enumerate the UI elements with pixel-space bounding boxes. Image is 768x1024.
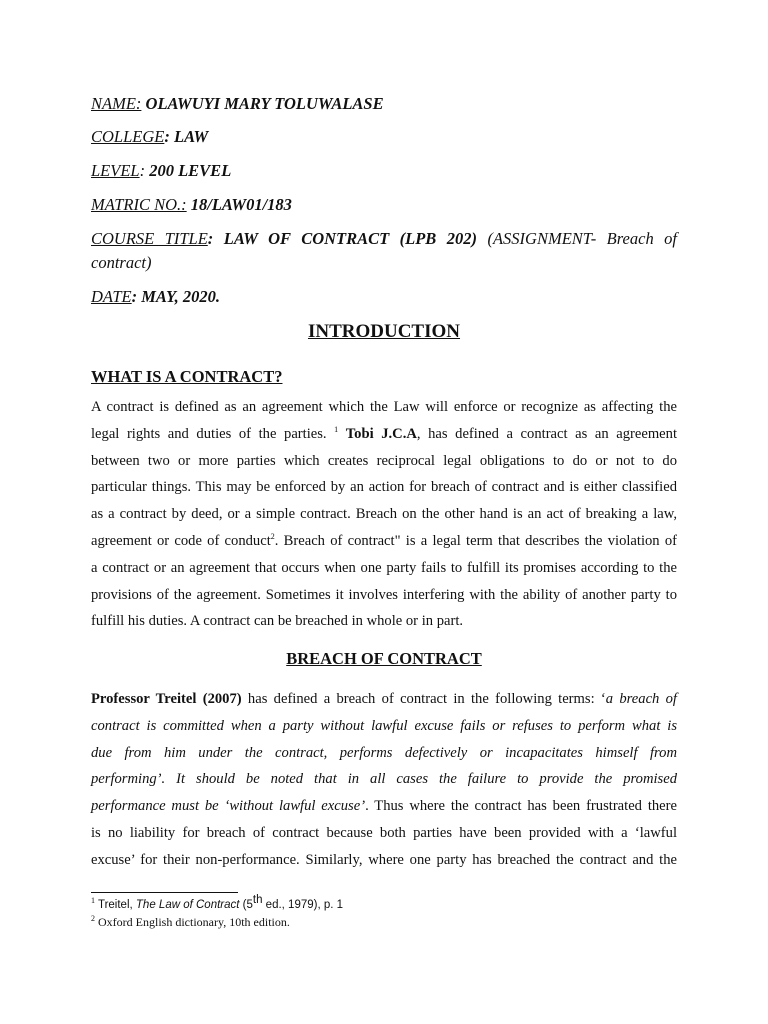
paragraph-line: performing’. It should be noted that in all cases the failure to provide the promised — [91, 771, 677, 788]
footnote-number: 1 — [91, 896, 95, 905]
footnote-1 — [91, 896, 343, 913]
paragraph-line — [91, 686, 677, 713]
college-field — [91, 125, 677, 149]
paragraph-line — [91, 421, 677, 448]
date-label: DATE — [91, 287, 132, 306]
line-text: legal rights and duties of the parties. — [91, 425, 327, 442]
line-text: agreement or code of conduct — [91, 532, 271, 549]
footnote-text: ed., 1979), p. 1 — [262, 899, 344, 911]
what-is-contract-paragraph — [91, 394, 677, 635]
paragraph-line: particular things. This may be enforced by an action for breach of contract and is either classified — [91, 479, 677, 496]
footnote-book-title: The Law of Contract — [135, 899, 240, 911]
treitel-name: Professor Treitel (2007) — [91, 691, 242, 707]
date-value: : MAY, 2020. — [131, 287, 220, 306]
footnote-ref-1: 1 — [334, 424, 339, 434]
line-text: . Breach of contract" is a legal term that describes the violation of — [274, 532, 677, 549]
level-label: LEVEL — [91, 161, 140, 180]
footnote-2 — [91, 914, 290, 930]
paragraph-line: provisions of the agreement. Sometimes it involves interfering with the ability of another party to — [91, 586, 677, 603]
paragraph-line: as a contract by deed, or a simple contract. Breach on the other hand is an act of breaking a law, — [91, 506, 677, 523]
name-value: OLAWUYI MARY TOLUWALASE — [145, 94, 384, 113]
paragraph-line: is no liability for breach of contract because both parties have been provided with a ‘lawful — [91, 824, 677, 841]
course-value: : LAW OF CONTRACT (LPB 202) — [207, 229, 478, 248]
line-text: , has defined a contract as an agreement — [416, 425, 678, 442]
level-separator: : — [139, 161, 146, 180]
course-field — [91, 227, 677, 275]
course-label: COURSE TITLE — [91, 229, 208, 248]
breach-heading: BREACH OF CONTRACT — [286, 649, 482, 668]
paragraph-line: A contract is defined as an agreement which the Law will enforce or recognize as affecting the — [91, 399, 677, 415]
what-is-contract-heading: WHAT IS A CONTRACT? — [91, 367, 283, 386]
name-label: NAME: — [91, 94, 142, 113]
college-separator: : — [164, 127, 170, 146]
footnote-superscript: th — [252, 894, 263, 906]
paragraph-line: contract is committed when a party without lawful excuse fails or refuses to perform what is — [91, 717, 677, 734]
paragraph-line: between two or more parties which creates reciprocal legal obligations to do or not to do — [91, 452, 677, 469]
footnote-ref-2: 2 — [270, 532, 275, 542]
quote-text: a breach of — [605, 691, 677, 707]
footnote-text: Treitel, — [95, 899, 136, 911]
tobi-jca: Tobi J.C.A — [345, 425, 417, 442]
paragraph-line — [91, 528, 677, 555]
level-value: 200 LEVEL — [149, 161, 232, 180]
matric-label: MATRIC NO.: — [91, 195, 187, 214]
college-value: LAW — [173, 127, 209, 146]
paragraph-line — [91, 793, 677, 820]
footnote-text: Oxford English dictionary, 10th edition. — [95, 915, 290, 929]
footnote-separator — [91, 892, 238, 893]
college-label: COLLEGE — [91, 127, 165, 146]
paragraph-line: a contract or an agreement that occurs when one party fails to fulfill its promises according to the — [91, 559, 677, 576]
date-field — [91, 285, 677, 309]
course-note: (ASSIGNMENT- Breach of contract) — [91, 229, 677, 272]
breach-paragraph — [91, 686, 677, 874]
paragraph-line: excuse’ for their non-performance. Similarly, where one party has breached the contract and the — [91, 851, 677, 868]
footnote-number: 2 — [91, 914, 95, 923]
paragraph-line: due from him under the contract, performs defectively or incapacitates himself from — [91, 744, 677, 761]
matric-value: 18/LAW01/183 — [190, 195, 292, 214]
matric-field — [91, 193, 677, 217]
line-text: . Thus where the contract has been frustrated there — [365, 798, 677, 815]
name-field — [91, 92, 677, 116]
paragraph-line: fulfill his duties. A contract can be breached in whole or in part. — [91, 613, 464, 630]
footnote-text: (5 — [239, 899, 253, 911]
level-field — [91, 159, 677, 183]
introduction-heading: INTRODUCTION — [307, 321, 461, 342]
line-text: has defined a breach of contract in the following terms: ‘ — [241, 691, 606, 707]
quote-text: performance must be ‘without lawful excuse’ — [91, 798, 366, 815]
